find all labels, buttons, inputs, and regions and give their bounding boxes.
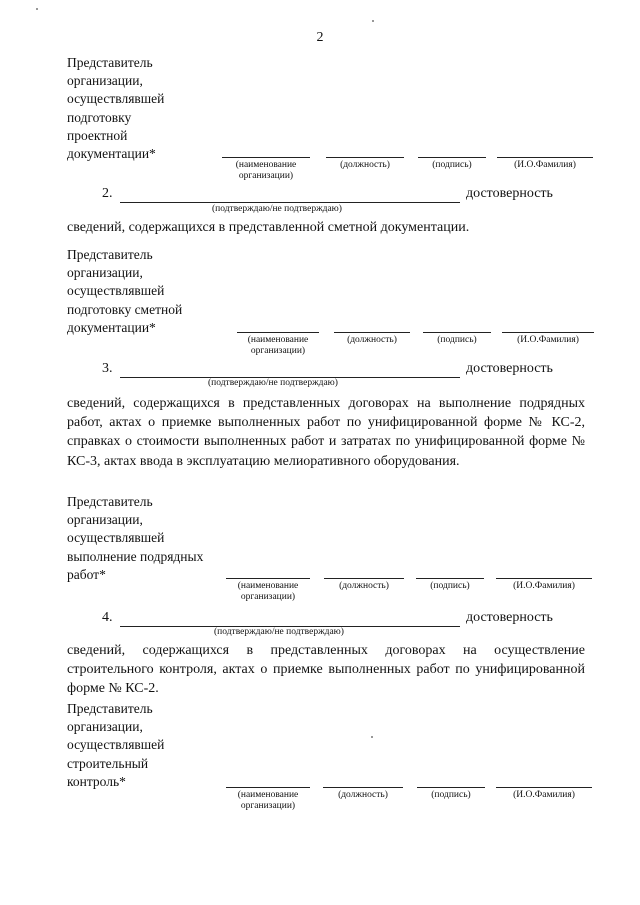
statement-text: сведений, содержащихся в представленной сметной документации. (67, 220, 470, 235)
org-name-field: (наименование организации) (226, 578, 310, 603)
confirm-tail: достоверность (466, 186, 553, 201)
org-name-field: (наименование организации) (226, 787, 310, 812)
representative-label: Представитель организации, осуществлявшей строительный контроль* (67, 701, 165, 789)
full-name-field: (И.О.Фамилия) (496, 787, 592, 801)
signature-field: (подпись) (416, 578, 484, 592)
confirm-hint: (подтверждаю/не подтверждаю) (214, 627, 344, 637)
full-name-field: (И.О.Фамилия) (497, 157, 593, 171)
position-field: (должность) (323, 787, 403, 801)
confirm-hint: (подтверждаю/не подтверждаю) (208, 378, 338, 388)
full-name-field: (И.О.Фамилия) (502, 332, 594, 346)
representative-label: Представитель организации, осуществлявшей подготовку проектной документации* (67, 55, 165, 162)
item-number: 4. (102, 610, 113, 625)
item-number: 3. (102, 361, 113, 376)
statement-text: сведений, содержащихся в представленных договорах на выполнение подрядных работ, актах о приемке выполненных работ по унифицированной форме № КС-2, справках о стоимости выполненных работ и затратах по унифицированной форме № КС-3, актах ввода в эксплуатацию мелиоративного оборудования. (67, 396, 585, 469)
position-field: (должность) (324, 578, 404, 592)
confirm-tail: достоверность (466, 610, 553, 625)
confirm-hint: (подтверждаю/не подтверждаю) (212, 204, 342, 214)
page-number: 2 (316, 30, 324, 45)
statement-text: сведений, содержащихся в представленных договорах на осуществление строительного контроля, актах о приемке выполненных работ по унифицированной форме № КС-2. (67, 643, 585, 697)
scan-speck (36, 8, 38, 10)
position-field: (должность) (326, 157, 404, 171)
confirm-tail: достоверность (466, 361, 553, 376)
signature-field: (подпись) (418, 157, 486, 171)
signature-field: (подпись) (423, 332, 491, 346)
org-name-field: (наименование организации) (222, 157, 310, 182)
confirm-blank-line (120, 190, 460, 203)
scan-speck (371, 736, 373, 738)
representative-label: Представитель организации, осуществлявшей выполнение подрядных работ* (67, 494, 204, 582)
confirm-blank-line (120, 614, 460, 627)
org-name-field: (наименование организации) (237, 332, 319, 357)
item-number: 2. (102, 186, 113, 201)
signature-field: (подпись) (417, 787, 485, 801)
representative-label: Представитель организации, осуществлявшей подготовку сметной документации* (67, 247, 183, 335)
scan-speck (372, 20, 374, 22)
position-field: (должность) (334, 332, 410, 346)
full-name-field: (И.О.Фамилия) (496, 578, 592, 592)
confirm-blank-line (120, 365, 460, 378)
